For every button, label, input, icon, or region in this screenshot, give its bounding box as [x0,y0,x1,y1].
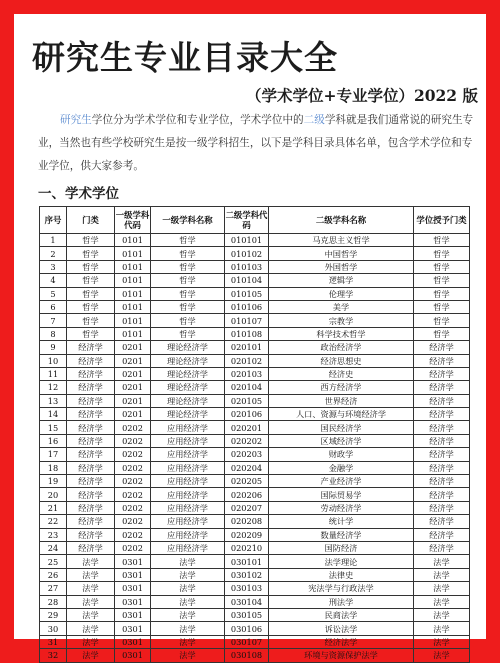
cell-first-level-name: 理论经济学 [151,394,225,407]
cell-first-level-name: 法学 [151,582,225,595]
cell-first-level-name: 哲学 [151,260,225,273]
cell-first-level-name: 应用经济学 [151,541,225,554]
table-row [40,408,470,421]
cell-first-level-name: 应用经济学 [151,461,225,474]
cell-category: 经济学 [67,541,115,554]
cell-second-level-name: 宗教学 [269,314,414,327]
cell-category: 经济学 [67,381,115,394]
cell-second-level-code: 030102 [225,568,269,581]
cell-first-level-name: 应用经济学 [151,501,225,514]
cell-first-level-code: 0101 [115,234,151,247]
cell-second-level-code: 030101 [225,555,269,568]
cell-second-level-name: 国际贸易学 [269,488,414,501]
cell-index: 28 [40,595,67,608]
cell-first-level-code: 0201 [115,354,151,367]
table-row [40,341,470,354]
cell-second-level-name: 西方经济学 [269,381,414,394]
cell-index: 17 [40,448,67,461]
cell-first-level-code: 0201 [115,381,151,394]
cell-degree-category: 经济学 [414,461,470,474]
cell-second-level-name: 逻辑学 [269,274,414,287]
cell-first-level-name: 理论经济学 [151,367,225,380]
cell-first-level-name: 应用经济学 [151,488,225,501]
cell-second-level-code: 010108 [225,327,269,340]
cell-first-level-code: 0101 [115,274,151,287]
cell-degree-category: 经济学 [414,515,470,528]
table-row [40,381,470,394]
cell-second-level-name: 刑法学 [269,595,414,608]
cell-degree-category: 哲学 [414,247,470,260]
cell-second-level-code: 020104 [225,381,269,394]
cell-category: 哲学 [67,327,115,340]
cell-first-level-code: 0201 [115,367,151,380]
cell-second-level-name: 人口、资源与环境经济学 [269,408,414,421]
cell-second-level-code: 020206 [225,488,269,501]
cell-second-level-code: 020209 [225,528,269,541]
cell-first-level-code: 0202 [115,475,151,488]
cell-category: 经济学 [67,448,115,461]
cell-second-level-code: 020201 [225,421,269,434]
cell-second-level-name: 美学 [269,300,414,313]
cell-index: 31 [40,635,67,648]
cell-degree-category: 经济学 [414,475,470,488]
header-second-level-name: 二级学科名称 [269,207,414,234]
cell-index: 12 [40,381,67,394]
cell-category: 法学 [67,649,115,662]
cell-first-level-code: 0101 [115,327,151,340]
cell-second-level-name: 国民经济学 [269,421,414,434]
cell-category: 经济学 [67,367,115,380]
cell-index: 20 [40,488,67,501]
cell-first-level-name: 理论经济学 [151,341,225,354]
cell-first-level-name: 法学 [151,622,225,635]
cell-second-level-code: 030103 [225,582,269,595]
cell-first-level-name: 法学 [151,568,225,581]
cell-first-level-code: 0202 [115,448,151,461]
cell-index: 19 [40,475,67,488]
cell-degree-category: 法学 [414,555,470,568]
cell-category: 经济学 [67,408,115,421]
table-row [40,287,470,300]
cell-second-level-name: 劳动经济学 [269,501,414,514]
cell-degree-category: 法学 [414,595,470,608]
table-row [40,314,470,327]
page-subtitle: （学术学位+专业学位）2022 版 [245,86,478,105]
cell-second-level-name: 法学理论 [269,555,414,568]
table-row [40,394,470,407]
cell-second-level-code: 030107 [225,635,269,648]
cell-first-level-name: 应用经济学 [151,434,225,447]
cell-first-level-name: 哲学 [151,274,225,287]
cell-degree-category: 哲学 [414,260,470,273]
cell-category: 经济学 [67,528,115,541]
intro-paragraph [38,109,476,178]
header-index: 序号 [40,207,67,234]
cell-second-level-name: 财政学 [269,448,414,461]
cell-second-level-code: 020106 [225,408,269,421]
cell-second-level-name: 民商法学 [269,608,414,621]
discipline-table [39,206,470,663]
cell-index: 3 [40,260,67,273]
table-row [40,234,470,247]
table-row [40,354,470,367]
cell-first-level-name: 应用经济学 [151,448,225,461]
cell-second-level-name: 法律史 [269,568,414,581]
cell-first-level-code: 0202 [115,421,151,434]
cell-first-level-name: 哲学 [151,287,225,300]
table-row [40,595,470,608]
cell-second-level-name: 统计学 [269,515,414,528]
cell-second-level-code: 020208 [225,515,269,528]
cell-first-level-code: 0101 [115,287,151,300]
cell-first-level-name: 法学 [151,608,225,621]
cell-first-level-name: 哲学 [151,234,225,247]
intro-highlight-graduate: 研究生 [60,114,92,126]
cell-index: 16 [40,434,67,447]
table-row [40,327,470,340]
cell-degree-category: 哲学 [414,314,470,327]
cell-first-level-code: 0201 [115,408,151,421]
cell-degree-category: 经济学 [414,434,470,447]
cell-second-level-code: 030104 [225,595,269,608]
cell-second-level-code: 020105 [225,394,269,407]
cell-index: 8 [40,327,67,340]
cell-category: 法学 [67,555,115,568]
page-title: 研究生专业目录大全 [32,38,338,77]
cell-first-level-name: 理论经济学 [151,381,225,394]
table-row [40,649,470,662]
cell-category: 法学 [67,608,115,621]
cell-index: 5 [40,287,67,300]
cell-second-level-code: 020205 [225,475,269,488]
cell-category: 经济学 [67,475,115,488]
cell-second-level-name: 国防经济 [269,541,414,554]
cell-first-level-code: 0202 [115,501,151,514]
cell-category: 经济学 [67,488,115,501]
section-heading-academic-degree: 一、学术学位 [38,186,119,202]
cell-index: 7 [40,314,67,327]
cell-second-level-name: 经济史 [269,367,414,380]
table-row [40,555,470,568]
cell-second-level-code: 020204 [225,461,269,474]
cell-degree-category: 经济学 [414,541,470,554]
cell-first-level-code: 0301 [115,622,151,635]
table-row [40,448,470,461]
cell-index: 30 [40,622,67,635]
cell-degree-category: 哲学 [414,274,470,287]
cell-first-level-name: 应用经济学 [151,515,225,528]
table-row [40,367,470,380]
cell-first-level-code: 0301 [115,608,151,621]
cell-index: 9 [40,341,67,354]
cell-second-level-code: 020103 [225,367,269,380]
cell-second-level-name: 经济法学 [269,635,414,648]
cell-degree-category: 法学 [414,608,470,621]
cell-first-level-name: 法学 [151,649,225,662]
cell-first-level-name: 法学 [151,555,225,568]
cell-second-level-code: 020203 [225,448,269,461]
cell-first-level-code: 0101 [115,314,151,327]
cell-second-level-name: 马克思主义哲学 [269,234,414,247]
cell-category: 经济学 [67,354,115,367]
cell-index: 14 [40,408,67,421]
cell-category: 哲学 [67,314,115,327]
cell-first-level-code: 0301 [115,568,151,581]
header-degree-category: 学位授予门类 [414,207,470,234]
cell-second-level-code: 030108 [225,649,269,662]
cell-category: 哲学 [67,260,115,273]
cell-degree-category: 经济学 [414,488,470,501]
intro-text-part-2: 学科就是我们通常说的研究生专业，当然也有些学校研究生是按一级学科招生，以下是学科目录具体名单，包含学术学位和专业学位，供大家参考。 [38,114,474,172]
cell-index: 13 [40,394,67,407]
cell-second-level-code: 010105 [225,287,269,300]
table-row [40,541,470,554]
cell-index: 18 [40,461,67,474]
cell-category: 经济学 [67,515,115,528]
cell-first-level-name: 应用经济学 [151,421,225,434]
cell-index: 24 [40,541,67,554]
cell-index: 25 [40,555,67,568]
cell-second-level-name: 数量经济学 [269,528,414,541]
cell-second-level-name: 世界经济 [269,394,414,407]
cell-first-level-code: 0301 [115,595,151,608]
cell-degree-category: 法学 [414,622,470,635]
cell-second-level-name: 金融学 [269,461,414,474]
table-row [40,488,470,501]
header-second-level-code: 二级学科代码 [225,207,269,234]
cell-degree-category: 经济学 [414,381,470,394]
cell-index: 23 [40,528,67,541]
cell-category: 法学 [67,622,115,635]
cell-category: 法学 [67,635,115,648]
cell-first-level-name: 应用经济学 [151,475,225,488]
table-row [40,568,470,581]
table-header-row [40,207,470,234]
cell-second-level-name: 宪法学与行政法学 [269,582,414,595]
cell-second-level-code: 010102 [225,247,269,260]
table-row [40,582,470,595]
cell-index: 26 [40,568,67,581]
cell-degree-category: 哲学 [414,234,470,247]
intro-highlight-second-level: 二级 [303,114,325,126]
cell-first-level-name: 哲学 [151,314,225,327]
cell-degree-category: 法学 [414,568,470,581]
table-row [40,501,470,514]
cell-category: 哲学 [67,274,115,287]
cell-degree-category: 哲学 [414,327,470,340]
cell-second-level-code: 010106 [225,300,269,313]
cell-second-level-name: 外国哲学 [269,260,414,273]
cell-first-level-code: 0301 [115,635,151,648]
cell-degree-category: 经济学 [414,408,470,421]
cell-second-level-name: 中国哲学 [269,247,414,260]
cell-second-level-code: 030105 [225,608,269,621]
cell-second-level-name: 伦理学 [269,287,414,300]
cell-degree-category: 法学 [414,649,470,662]
cell-first-level-name: 应用经济学 [151,528,225,541]
cell-second-level-code: 020210 [225,541,269,554]
cell-second-level-code: 010103 [225,260,269,273]
cell-degree-category: 法学 [414,582,470,595]
cell-second-level-code: 030106 [225,622,269,635]
cell-first-level-code: 0101 [115,260,151,273]
cell-first-level-name: 法学 [151,595,225,608]
cell-second-level-code: 020102 [225,354,269,367]
cell-first-level-code: 0201 [115,341,151,354]
cell-first-level-code: 0301 [115,582,151,595]
table-row [40,608,470,621]
cell-second-level-code: 020202 [225,434,269,447]
header-first-level-name: 一级学科名称 [151,207,225,234]
cell-first-level-name: 理论经济学 [151,354,225,367]
table-row [40,475,470,488]
table-row [40,300,470,313]
cell-index: 27 [40,582,67,595]
cell-category: 法学 [67,582,115,595]
cell-degree-category: 经济学 [414,421,470,434]
cell-first-level-name: 法学 [151,635,225,648]
cell-second-level-name: 诉讼法学 [269,622,414,635]
cell-category: 经济学 [67,461,115,474]
cell-index: 2 [40,247,67,260]
table-row [40,260,470,273]
cell-index: 32 [40,649,67,662]
cell-first-level-code: 0202 [115,541,151,554]
cell-degree-category: 经济学 [414,354,470,367]
cell-degree-category: 法学 [414,635,470,648]
cell-category: 哲学 [67,247,115,260]
cell-second-level-name: 环境与资源保护法学 [269,649,414,662]
cell-first-level-code: 0202 [115,515,151,528]
cell-index: 29 [40,608,67,621]
cell-second-level-code: 010104 [225,274,269,287]
table-row [40,515,470,528]
cell-second-level-name: 科学技术哲学 [269,327,414,340]
cell-category: 经济学 [67,394,115,407]
cell-second-level-name: 产业经济学 [269,475,414,488]
cell-degree-category: 经济学 [414,528,470,541]
cell-category: 经济学 [67,421,115,434]
cell-second-level-code: 010101 [225,234,269,247]
cell-first-level-code: 0202 [115,434,151,447]
cell-index: 10 [40,354,67,367]
cell-second-level-code: 020101 [225,341,269,354]
cell-category: 经济学 [67,341,115,354]
cell-degree-category: 经济学 [414,341,470,354]
cell-degree-category: 哲学 [414,300,470,313]
document-page [14,14,486,661]
cell-index: 15 [40,421,67,434]
cell-first-level-code: 0202 [115,528,151,541]
cell-first-level-code: 0301 [115,649,151,662]
table-row [40,528,470,541]
cell-first-level-code: 0202 [115,461,151,474]
header-first-level-code: 一级学科代码 [115,207,151,234]
cell-index: 4 [40,274,67,287]
cell-first-level-code: 0101 [115,300,151,313]
table-row [40,635,470,648]
table-row [40,434,470,447]
cell-category: 经济学 [67,501,115,514]
cell-second-level-name: 政治经济学 [269,341,414,354]
table-row [40,274,470,287]
cell-second-level-code: 020207 [225,501,269,514]
intro-text-part-1: 学位分为学术学位和专业学位，学术学位中的 [91,114,304,126]
cell-degree-category: 经济学 [414,448,470,461]
cell-second-level-name: 经济思想史 [269,354,414,367]
cell-degree-category: 哲学 [414,287,470,300]
cell-second-level-name: 区域经济学 [269,434,414,447]
cell-first-level-code: 0202 [115,488,151,501]
cell-category: 法学 [67,595,115,608]
cell-first-level-code: 0301 [115,555,151,568]
cell-degree-category: 经济学 [414,394,470,407]
cell-index: 22 [40,515,67,528]
cell-index: 21 [40,501,67,514]
table-row [40,421,470,434]
cell-first-level-name: 哲学 [151,327,225,340]
cell-category: 哲学 [67,234,115,247]
cell-first-level-name: 理论经济学 [151,408,225,421]
header-category: 门类 [67,207,115,234]
cell-first-level-code: 0201 [115,394,151,407]
cell-second-level-code: 010107 [225,314,269,327]
cell-degree-category: 经济学 [414,501,470,514]
table-row [40,622,470,635]
table-row [40,461,470,474]
cell-index: 1 [40,234,67,247]
cell-category: 经济学 [67,434,115,447]
cell-first-level-name: 哲学 [151,300,225,313]
cell-first-level-code: 0101 [115,247,151,260]
cell-degree-category: 经济学 [414,367,470,380]
cell-index: 6 [40,300,67,313]
cell-index: 11 [40,367,67,380]
cell-category: 哲学 [67,300,115,313]
cell-category: 哲学 [67,287,115,300]
table-row [40,247,470,260]
cell-category: 法学 [67,568,115,581]
cell-first-level-name: 哲学 [151,247,225,260]
